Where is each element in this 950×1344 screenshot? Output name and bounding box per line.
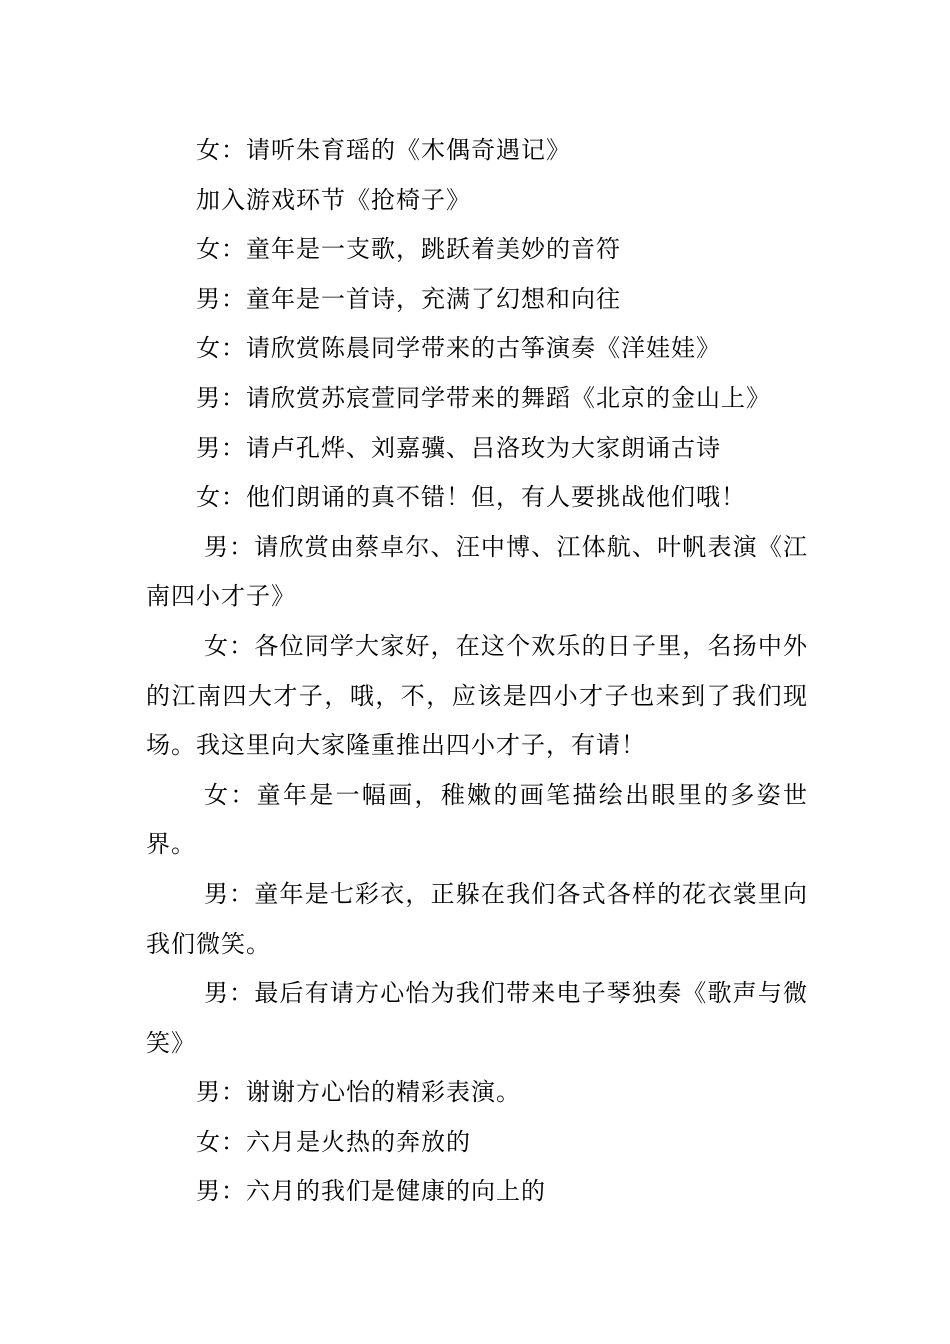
paragraph: 女：童年是一支歌，跳跃着美妙的音符 (196, 235, 621, 264)
paragraph: 男：请欣赏苏宸萱同学带来的舞蹈《北京的金山上》 (196, 383, 771, 412)
paragraph: 男：童年是一首诗，充满了幻想和向往 (196, 284, 621, 313)
paragraph: 女：童年是一幅画，稚嫩的画笔描绘出眼里的多姿世界。 (146, 780, 808, 859)
paragraph: 男：最后有请方心怡为我们带来电子琴独奏《歌声与微笑》 (146, 979, 808, 1057)
paragraph: 女：六月是火热的奔放的 (196, 1127, 471, 1156)
paragraph: 男：谢谢方心怡的精彩表演。 (196, 1078, 521, 1107)
paragraph: 女：各位同学大家好，在这个欢乐的日子里，名扬中外的江南四大才子，哦，不，应该是四小才子也来到了我们现场。我这里向大家隆重推出四小才子，有请！ (146, 631, 808, 760)
paragraph: 男：六月的我们是健康的向上的 (196, 1177, 546, 1206)
paragraph: 男：请卢孔烨、刘嘉骥、吕洛玫为大家朗诵古诗 (196, 433, 721, 462)
paragraph: 男：童年是七彩衣，正躲在我们各式各样的花衣裳里向我们微笑。 (146, 879, 808, 958)
paragraph: 女：他们朗诵的真不错！但，有人要挑战他们哦！ (196, 483, 746, 512)
document-body (146, 126, 808, 1217)
paragraph: 加入游戏环节《抢椅子》 (196, 185, 471, 214)
paragraph: 男：请欣赏由蔡卓尔、汪中博、江体航、叶帆表演《江南四小才子》 (146, 532, 808, 611)
paragraph: 女：请听朱育瑶的《木偶奇遇记》 (196, 136, 571, 164)
paragraph: 女：请欣赏陈晨同学带来的古筝演奏《洋娃娃》 (196, 334, 721, 363)
